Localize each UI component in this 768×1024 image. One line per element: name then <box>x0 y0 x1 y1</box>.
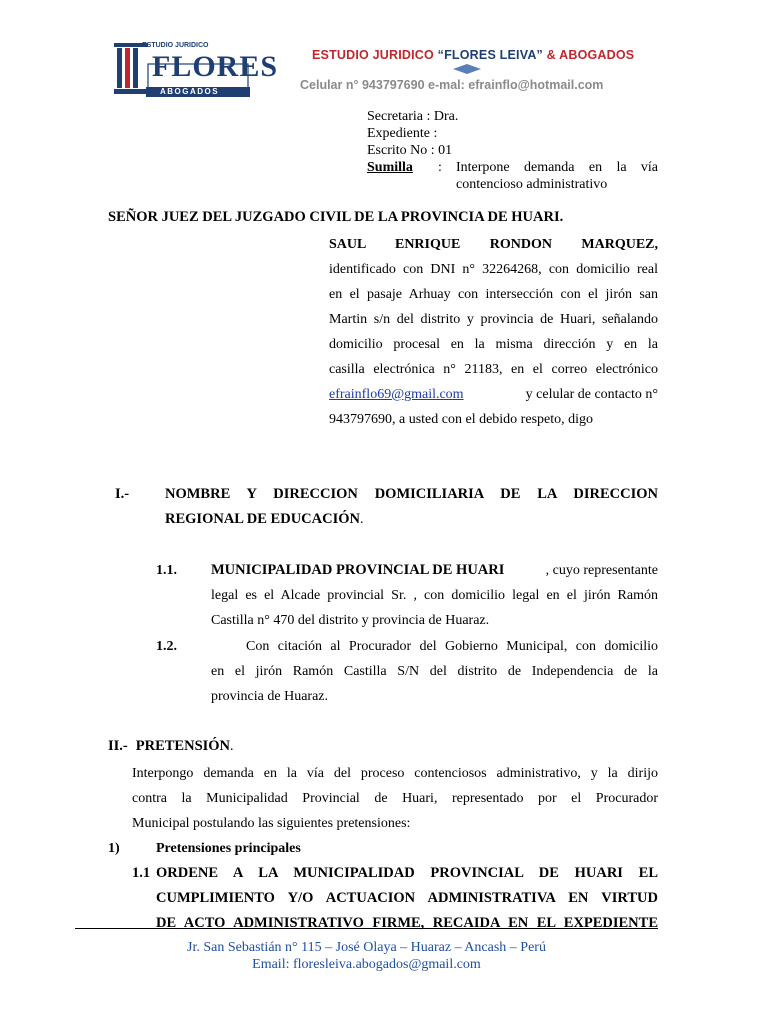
section-1-title-period: . <box>359 512 364 527</box>
sumilla-separator: : <box>438 160 442 175</box>
section-1-number: I.- <box>115 486 130 502</box>
section-2-line-2: contra la Municipalidad Provincial de Huari, representado por el Procurador <box>132 791 658 806</box>
plaintiff-line-6-rest: y celular de contacto n° <box>525 387 658 402</box>
plaintiff-line-4: domicilio procesal en la misma dirección y en la <box>329 337 658 352</box>
letterhead-title-suffix: & ABOGADOS <box>543 48 635 62</box>
section-2-title-period: . <box>230 739 234 754</box>
letterhead-title <box>312 48 634 62</box>
section-2-line-3: Municipal postulando las siguientes pretensiones: <box>132 816 411 831</box>
item-1-1-line-1 <box>211 558 658 583</box>
section-1-title-text: REGIONAL DE EDUCACIÓN <box>165 511 360 527</box>
item-1-2-line-1: Con citación al Procurador del Gobierno Municipal, con domicilio <box>246 639 658 654</box>
item-1-2-line-3: provincia de Huaraz. <box>211 689 328 704</box>
logo-bottom-text: ABOGADOS <box>160 87 220 96</box>
item-1-1-rest: , cuyo representante <box>545 563 658 578</box>
plaintiff-email-link[interactable]: efrainflo69@gmail.com <box>329 387 464 402</box>
item-1-2-number: 1.2. <box>156 639 177 654</box>
claim-1-1-body <box>156 861 658 936</box>
item-1-1-line-3: Castilla n° 470 del distrito y provincia de Huaraz. <box>211 613 490 628</box>
subsection-number: 1) <box>108 841 120 856</box>
section-2-line-1: Interpongo demanda en la vía del proceso contenciosos administrativo, y la dirijo <box>132 766 658 781</box>
escrito-line: Escrito No : 01 <box>367 143 453 158</box>
section-2-heading <box>108 734 234 759</box>
claim-1-1-number: 1.1 <box>132 865 151 881</box>
letterhead-title-prefix: ESTUDIO JURIDICO <box>312 48 438 62</box>
plaintiff-line-3: Martin s/n del distrito y provincia de Huari, señalando <box>329 312 658 327</box>
item-1-2-line-2: en el jirón Ramón Castilla S/N del distrito de Independencia de la <box>211 664 658 679</box>
item-1-1-entity: MUNICIPALIDAD PROVINCIAL DE HUARI <box>211 562 505 578</box>
diamond-ornament-icon <box>453 64 481 74</box>
section-1-title-line-1: NOMBRE Y DIRECCION DOMICILIARIA DE LA DIRECCION <box>165 486 658 502</box>
claim-line-2: CUMPLIMIENTO Y/O ACTUACION ADMINISTRATIVA EN VIRTUD <box>156 890 658 906</box>
claim-line-1: ORDENE A LA MUNICIPALIDAD PROVINCIAL DE HUARI EL <box>156 865 658 881</box>
logo-top-text: ESTUDIO JURIDICO <box>142 42 209 49</box>
firm-logo <box>112 40 279 98</box>
item-1-2-body <box>211 634 658 709</box>
claim-line-3: DE ACTO ADMINISTRATIVO FIRME, RECAIDA EN EL EXPEDIENTE <box>156 915 658 931</box>
footer-email: Email: floresleiva.abogados@gmail.com <box>252 957 481 972</box>
letterhead-contact: Celular n° 943797690 e-mal: efrainflo@hotmail.com <box>300 78 604 92</box>
secretaria-line: Secretaria : Dra. <box>367 109 459 124</box>
plaintiff-block <box>329 232 658 432</box>
letterhead-title-name: “FLORES LEIVA” <box>437 48 543 62</box>
plaintiff-line-7: 943797690, a usted con el debido respeto, digo <box>329 412 594 427</box>
subsection-title: Pretensiones principales <box>156 841 301 856</box>
footer-address: Jr. San Sebastián n° 115 – José Olaya – Huaraz – Ancash – Perú <box>187 940 546 955</box>
sumilla-label: Sumilla <box>367 160 413 175</box>
plaintiff-line-5: casilla electrónica n° 21183, en el correo electrónico <box>329 362 658 377</box>
section-1-title-line-2 <box>165 507 363 532</box>
sumilla-line-2: contencioso administrativo <box>456 177 608 192</box>
plaintiff-line-1: identificado con DNI n° 32264268, con domicilio real <box>329 262 658 277</box>
expediente-line: Expediente : <box>367 126 438 141</box>
plaintiff-line-2: en el pasaje Arhuay con intersección con el jirón san <box>329 287 658 302</box>
addressee: SEÑOR JUEZ DEL JUZGADO CIVIL DE LA PROVINCIA DE HUARI. <box>108 209 564 225</box>
item-1-1-line-2: legal es el Alcade provincial Sr. , con domicilio legal en el jirón Ramón <box>211 588 658 603</box>
sumilla-line-1: Interpone demanda en la vía <box>456 160 658 175</box>
section-2-title: PRETENSIÓN <box>135 738 231 754</box>
logo-main-text: FLORES <box>152 50 279 83</box>
item-1-1-body <box>211 558 658 633</box>
plaintiff-line-6 <box>329 382 658 407</box>
footer-divider <box>75 928 658 929</box>
item-1-1-number: 1.1. <box>156 563 177 578</box>
section-2-intro <box>132 761 658 836</box>
section-2-number: II.- <box>108 738 128 754</box>
plaintiff-name: SAUL ENRIQUE RONDON MARQUEZ, <box>329 237 658 252</box>
